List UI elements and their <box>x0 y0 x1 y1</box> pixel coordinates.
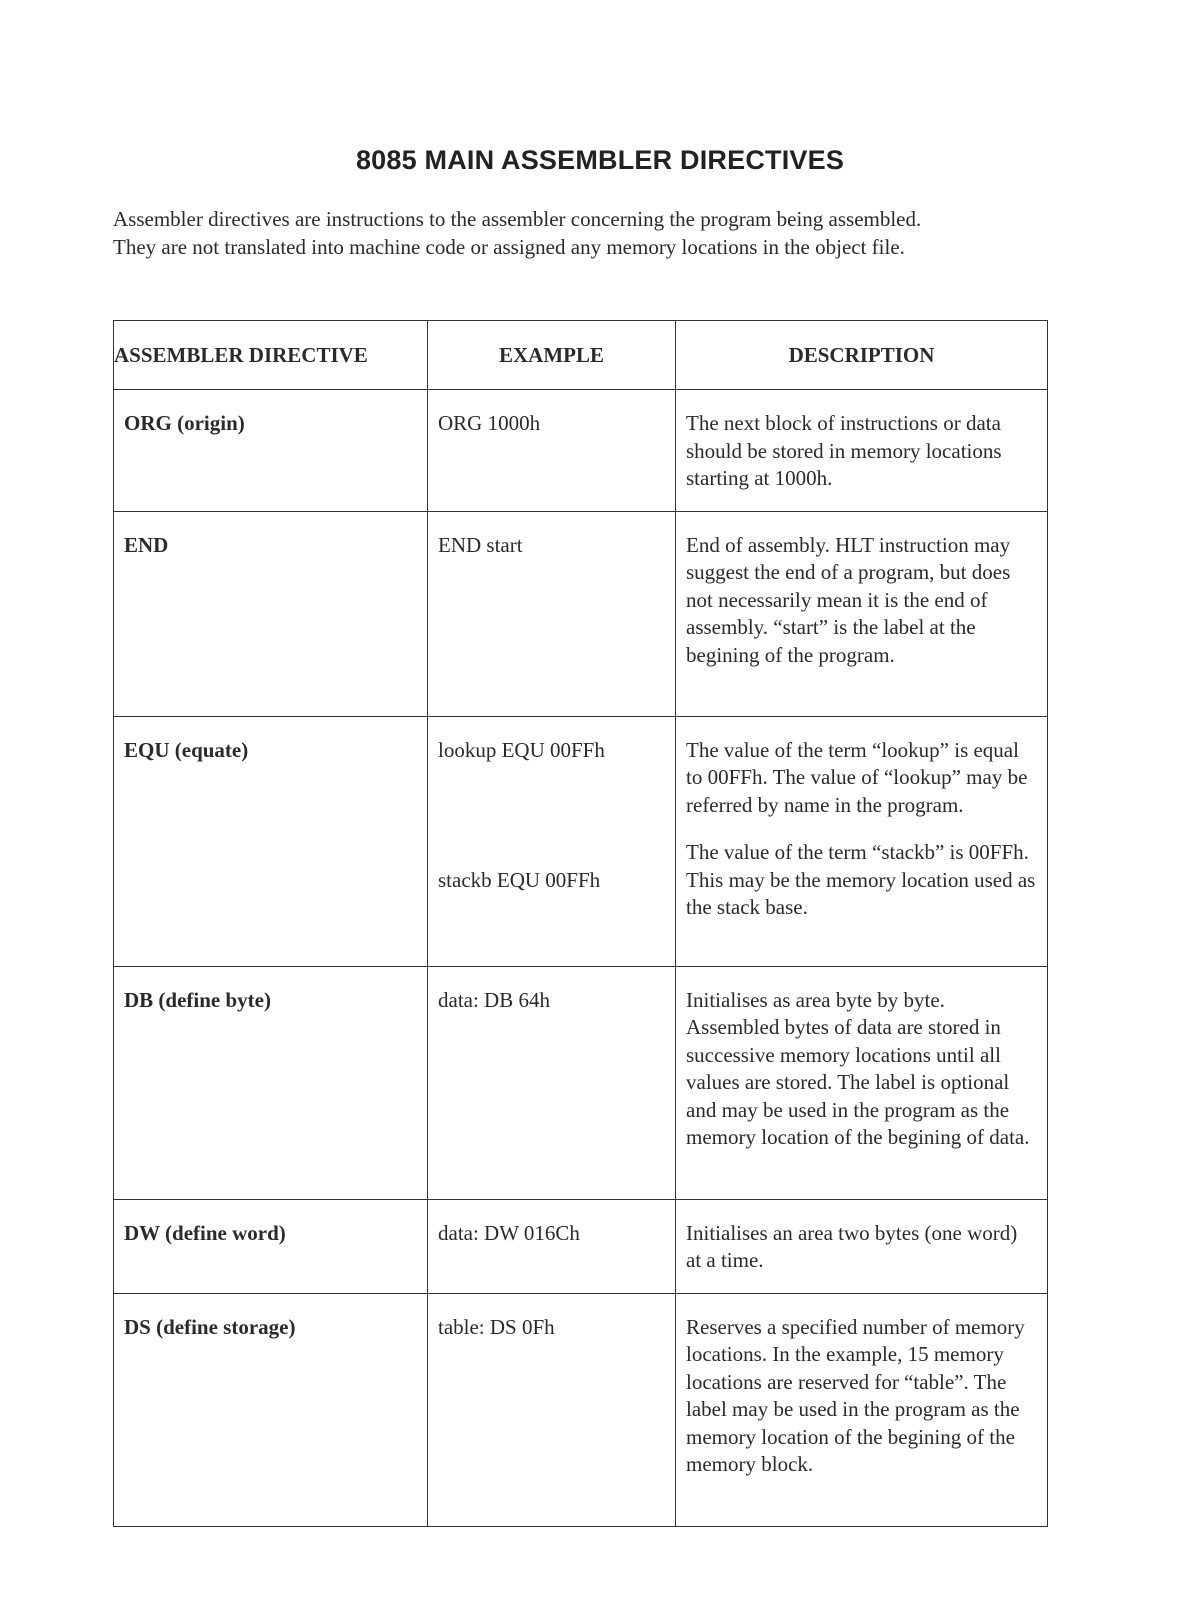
example-entry: stackb EQU 00FFh <box>438 867 601 892</box>
description-cell: Initialises as area byte by byte. Assembled bytes of data are stored in successive memory locations until all values are stored. The label is optional and may be used in the program as the memory location of the begining of data. <box>676 966 1048 1199</box>
header-example: EXAMPLE <box>428 321 676 390</box>
directive-cell: EQU (equate) <box>114 716 428 966</box>
description-cell: Initialises an area two bytes (one word) at a time. <box>676 1199 1048 1293</box>
example-cell: END start <box>428 511 676 716</box>
example-cell: data: DW 016Ch <box>428 1199 676 1293</box>
table-row <box>114 511 1048 716</box>
table-row <box>114 1293 1048 1526</box>
table-row <box>114 1199 1048 1293</box>
example-cell: ORG 1000h <box>428 390 676 512</box>
description-entry: The value of the term “stackb” is 00FFh. This may be the memory location used as the stack base. <box>686 840 1036 919</box>
example-cell <box>428 716 676 966</box>
directive-cell: ORG (origin) <box>114 390 428 512</box>
header-directive: ASSEMBLER DIRECTIVE <box>114 321 428 390</box>
intro-line-1: Assembler directives are instructions to the assembler concerning the program being assembled. <box>113 207 922 231</box>
directive-cell: END <box>114 511 428 716</box>
header-description: DESCRIPTION <box>676 321 1048 390</box>
intro-line-2: They are not translated into machine code or assigned any memory locations in the object file. <box>113 235 905 259</box>
description-cell <box>676 716 1048 966</box>
directives-table <box>113 320 1048 1527</box>
table-row <box>114 966 1048 1199</box>
intro-paragraph <box>113 205 1073 261</box>
description-entry: The value of the term “lookup” is equal to 00FFh. The value of “lookup” may be referred by name in the program. <box>686 737 1028 817</box>
table-row <box>114 390 1048 512</box>
directive-cell: DW (define word) <box>114 1199 428 1293</box>
description-cell: The next block of instructions or data should be stored in memory locations starting at 1000h. <box>676 390 1048 512</box>
table-row <box>114 716 1048 966</box>
example-entry: lookup EQU 00FFh <box>438 737 605 762</box>
example-cell: table: DS 0Fh <box>428 1293 676 1526</box>
example-cell: data: DB 64h <box>428 966 676 1199</box>
directive-cell: DB (define byte) <box>114 966 428 1199</box>
page-title: 8085 MAIN ASSEMBLER DIRECTIVES <box>355 145 845 175</box>
description-cell: Reserves a specified number of memory locations. In the example, 15 memory locations are reserved for “table”. The label may be used in the program as the memory location of the begining of the memory block. <box>676 1293 1048 1526</box>
directive-cell: DS (define storage) <box>114 1293 428 1526</box>
table-header-row <box>114 321 1048 390</box>
description-cell: End of assembly. HLT instruction may suggest the end of a program, but does not necessarily mean it is the end of assembly. “start” is the label at the begining of the program. <box>676 511 1048 716</box>
